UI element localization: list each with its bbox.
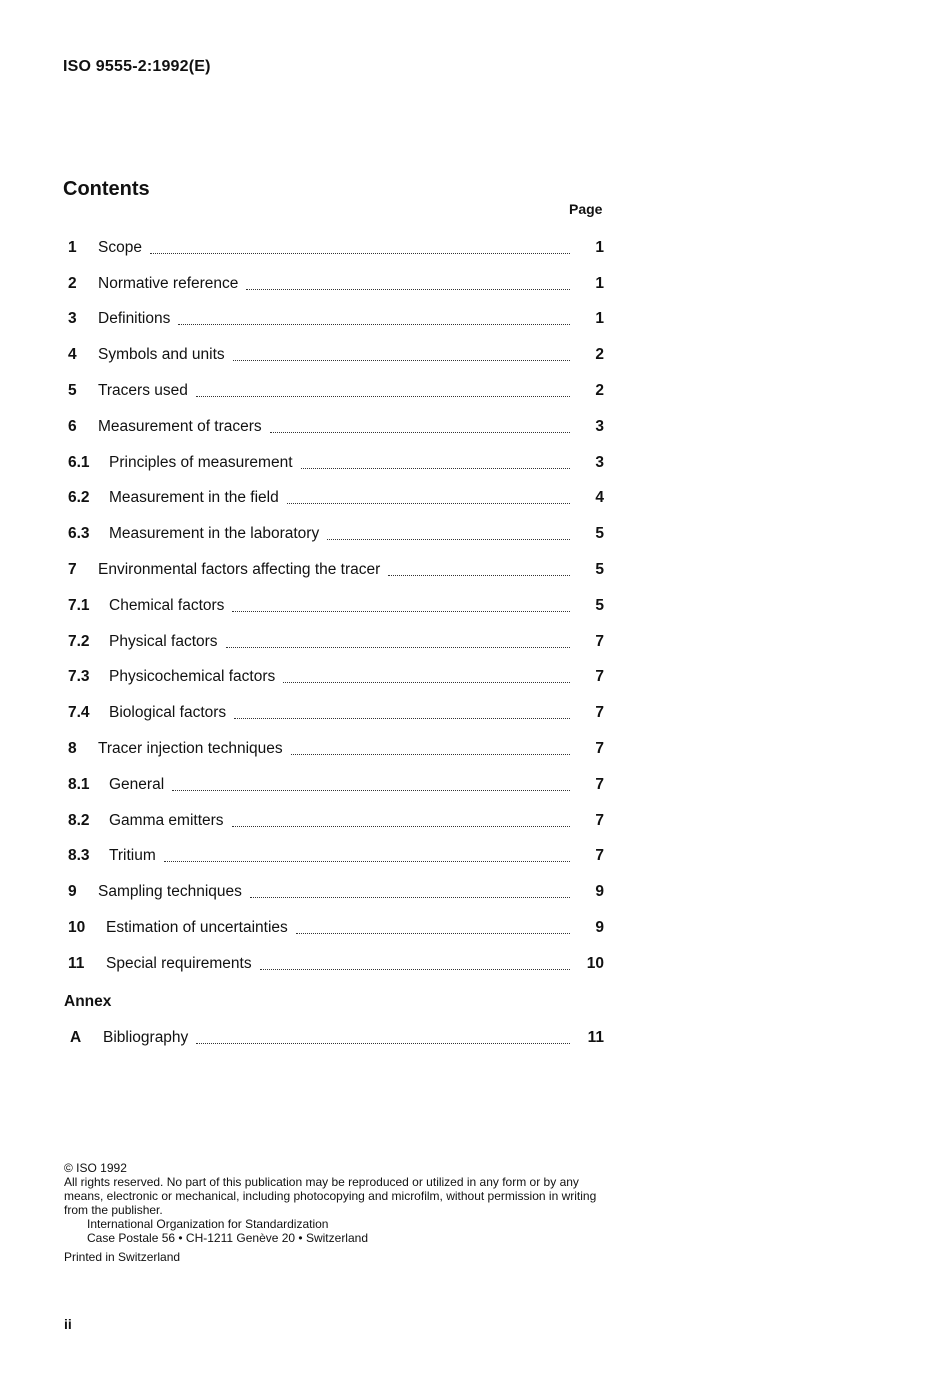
dot-leader	[196, 1042, 570, 1044]
toc-entry-page: 5	[595, 596, 604, 614]
toc-entry-page: 7	[595, 811, 604, 829]
organization-name: International Organization for Standardization	[87, 1217, 329, 1231]
toc-entry[interactable]	[68, 481, 604, 517]
toc-entry-title: Measurement in the laboratory	[109, 525, 320, 543]
toc-entry[interactable]	[68, 839, 604, 875]
toc-entry-number: 8.2	[68, 811, 90, 829]
toc-entry-number: 2	[68, 274, 77, 292]
toc-entry-number: 8.3	[68, 847, 90, 865]
toc-entry[interactable]	[68, 302, 604, 338]
toc-entry-number: 3	[68, 310, 77, 328]
toc-entry[interactable]	[68, 660, 604, 696]
copyright-line: © ISO 1992	[64, 1161, 127, 1175]
toc-entry[interactable]	[68, 445, 604, 481]
toc-entry[interactable]	[68, 803, 604, 839]
dot-leader	[246, 288, 570, 290]
toc-entry[interactable]	[68, 910, 604, 946]
organization-address: Case Postale 56 • CH-1211 Genève 20 • Switzerland	[87, 1231, 368, 1245]
toc-entry[interactable]	[68, 767, 604, 803]
toc-entry-number: 8	[68, 740, 77, 758]
toc-entry[interactable]	[68, 552, 604, 588]
toc-entry-number: 1	[68, 238, 77, 256]
toc-entry-number: 7.2	[68, 632, 90, 650]
dot-leader	[287, 502, 570, 504]
dot-leader	[150, 252, 570, 254]
toc-entry[interactable]	[68, 624, 604, 660]
toc-entry-page: 9	[595, 919, 604, 937]
dot-leader	[283, 681, 570, 683]
toc-entry-number: 5	[68, 382, 77, 400]
toc-entry-page: 2	[595, 382, 604, 400]
dot-leader	[388, 574, 570, 576]
toc-entry[interactable]	[68, 731, 604, 767]
rights-statement: All rights reserved. No part of this publication may be reproduced or utilized in any form or by any means, electronic or mechanical, including photocopying and microfilm, without permission in writing from the publisher.	[64, 1175, 597, 1217]
toc-entry-number: 10	[68, 919, 86, 937]
dot-leader	[270, 431, 570, 433]
toc-entry-title: Measurement of tracers	[98, 417, 262, 435]
toc-entry[interactable]	[68, 516, 604, 552]
dot-leader	[178, 323, 570, 325]
toc-entry-page: 5	[595, 561, 604, 579]
toc-entry-title: Definitions	[98, 310, 171, 328]
document-id: ISO 9555-2:1992(E)	[63, 58, 211, 75]
toc-entry[interactable]	[68, 588, 604, 624]
dot-leader	[250, 896, 570, 898]
contents-title: Contents	[63, 178, 150, 200]
toc-entry-page: 2	[595, 346, 604, 364]
annex-heading: Annex	[64, 993, 112, 1010]
toc-entry-page: 7	[595, 668, 604, 686]
toc-entry-title: Tracers used	[98, 382, 188, 400]
page-number: ii	[64, 1316, 72, 1332]
toc-entry-title: Environmental factors affecting the tracer	[98, 561, 381, 579]
dot-leader	[301, 467, 571, 469]
toc-entry-title: Tritium	[109, 847, 156, 865]
toc-entry-title: Sampling techniques	[98, 883, 242, 901]
page-column-label: Page	[569, 201, 603, 217]
toc-entry-title: Normative reference	[98, 274, 239, 292]
dot-leader	[164, 860, 570, 862]
dot-leader	[226, 646, 570, 648]
toc-entry-title: Chemical factors	[109, 596, 225, 614]
toc-entry-page: 1	[595, 238, 604, 256]
table-of-contents	[68, 230, 604, 982]
toc-entry[interactable]	[68, 337, 604, 373]
toc-entry-page: 1	[595, 310, 604, 328]
toc-entry-page: 3	[595, 453, 604, 471]
dot-leader	[172, 789, 570, 791]
toc-entry-number: 7.4	[68, 704, 90, 722]
toc-entry-page: 7	[595, 847, 604, 865]
annex-list	[70, 1020, 604, 1056]
dot-leader	[232, 825, 570, 827]
toc-entry-number: 7.3	[68, 668, 90, 686]
toc-entry[interactable]	[68, 230, 604, 266]
toc-entry-title: Physical factors	[109, 632, 218, 650]
toc-entry-number: 7.1	[68, 596, 90, 614]
toc-entry-page: 3	[595, 417, 604, 435]
toc-entry-title: Physicochemical factors	[109, 668, 276, 686]
printed-in: Printed in Switzerland	[64, 1250, 181, 1264]
toc-entry-title: Bibliography	[103, 1028, 189, 1046]
toc-entry-number: 4	[68, 346, 77, 364]
toc-entry-number: 6.1	[68, 453, 90, 471]
toc-entry-number: 7	[68, 561, 77, 579]
toc-entry[interactable]	[68, 946, 604, 982]
toc-entry-page: 7	[595, 632, 604, 650]
toc-entry-title: Scope	[98, 238, 142, 256]
toc-entry[interactable]	[68, 874, 604, 910]
dot-leader	[327, 538, 570, 540]
dot-leader	[233, 359, 570, 361]
toc-entry-page: 9	[595, 883, 604, 901]
toc-entry-page: 5	[595, 525, 604, 543]
toc-entry-number: 6.2	[68, 489, 90, 507]
toc-entry-number: 11	[68, 954, 85, 972]
toc-entry[interactable]	[68, 373, 604, 409]
dot-leader	[260, 968, 570, 970]
toc-entry-number: A	[70, 1028, 82, 1046]
toc-entry-title: Tracer injection techniques	[98, 740, 283, 758]
toc-entry-page: 1	[595, 274, 604, 292]
toc-entry-page: 7	[595, 704, 604, 722]
toc-entry-number: 8.1	[68, 775, 90, 793]
dot-leader	[291, 753, 570, 755]
copyright-notice	[64, 1161, 609, 1264]
toc-entry[interactable]	[70, 1020, 604, 1056]
dot-leader	[234, 717, 570, 719]
toc-entry-title: Estimation of uncertainties	[106, 919, 288, 937]
toc-entry-page: 7	[595, 740, 604, 758]
toc-entry-title: Biological factors	[109, 704, 227, 722]
toc-entry[interactable]	[68, 409, 604, 445]
toc-entry-page: 7	[595, 775, 604, 793]
toc-entry-title: General	[109, 775, 165, 793]
toc-entry-page: 4	[595, 489, 604, 507]
toc-entry-page: 10	[586, 954, 604, 972]
toc-entry-title: Gamma emitters	[109, 811, 224, 829]
toc-entry[interactable]	[68, 695, 604, 731]
toc-entry-number: 6	[68, 417, 77, 435]
dot-leader	[196, 395, 570, 397]
toc-entry[interactable]	[68, 266, 604, 302]
toc-entry-title: Principles of measurement	[109, 453, 293, 471]
toc-entry-title: Measurement in the field	[109, 489, 279, 507]
toc-entry-title: Symbols and units	[98, 346, 225, 364]
dot-leader	[232, 610, 570, 612]
dot-leader	[296, 932, 570, 934]
toc-entry-number: 9	[68, 883, 77, 901]
toc-entry-title: Special requirements	[106, 954, 252, 972]
toc-entry-page: 11	[587, 1028, 604, 1046]
toc-entry-number: 6.3	[68, 525, 90, 543]
